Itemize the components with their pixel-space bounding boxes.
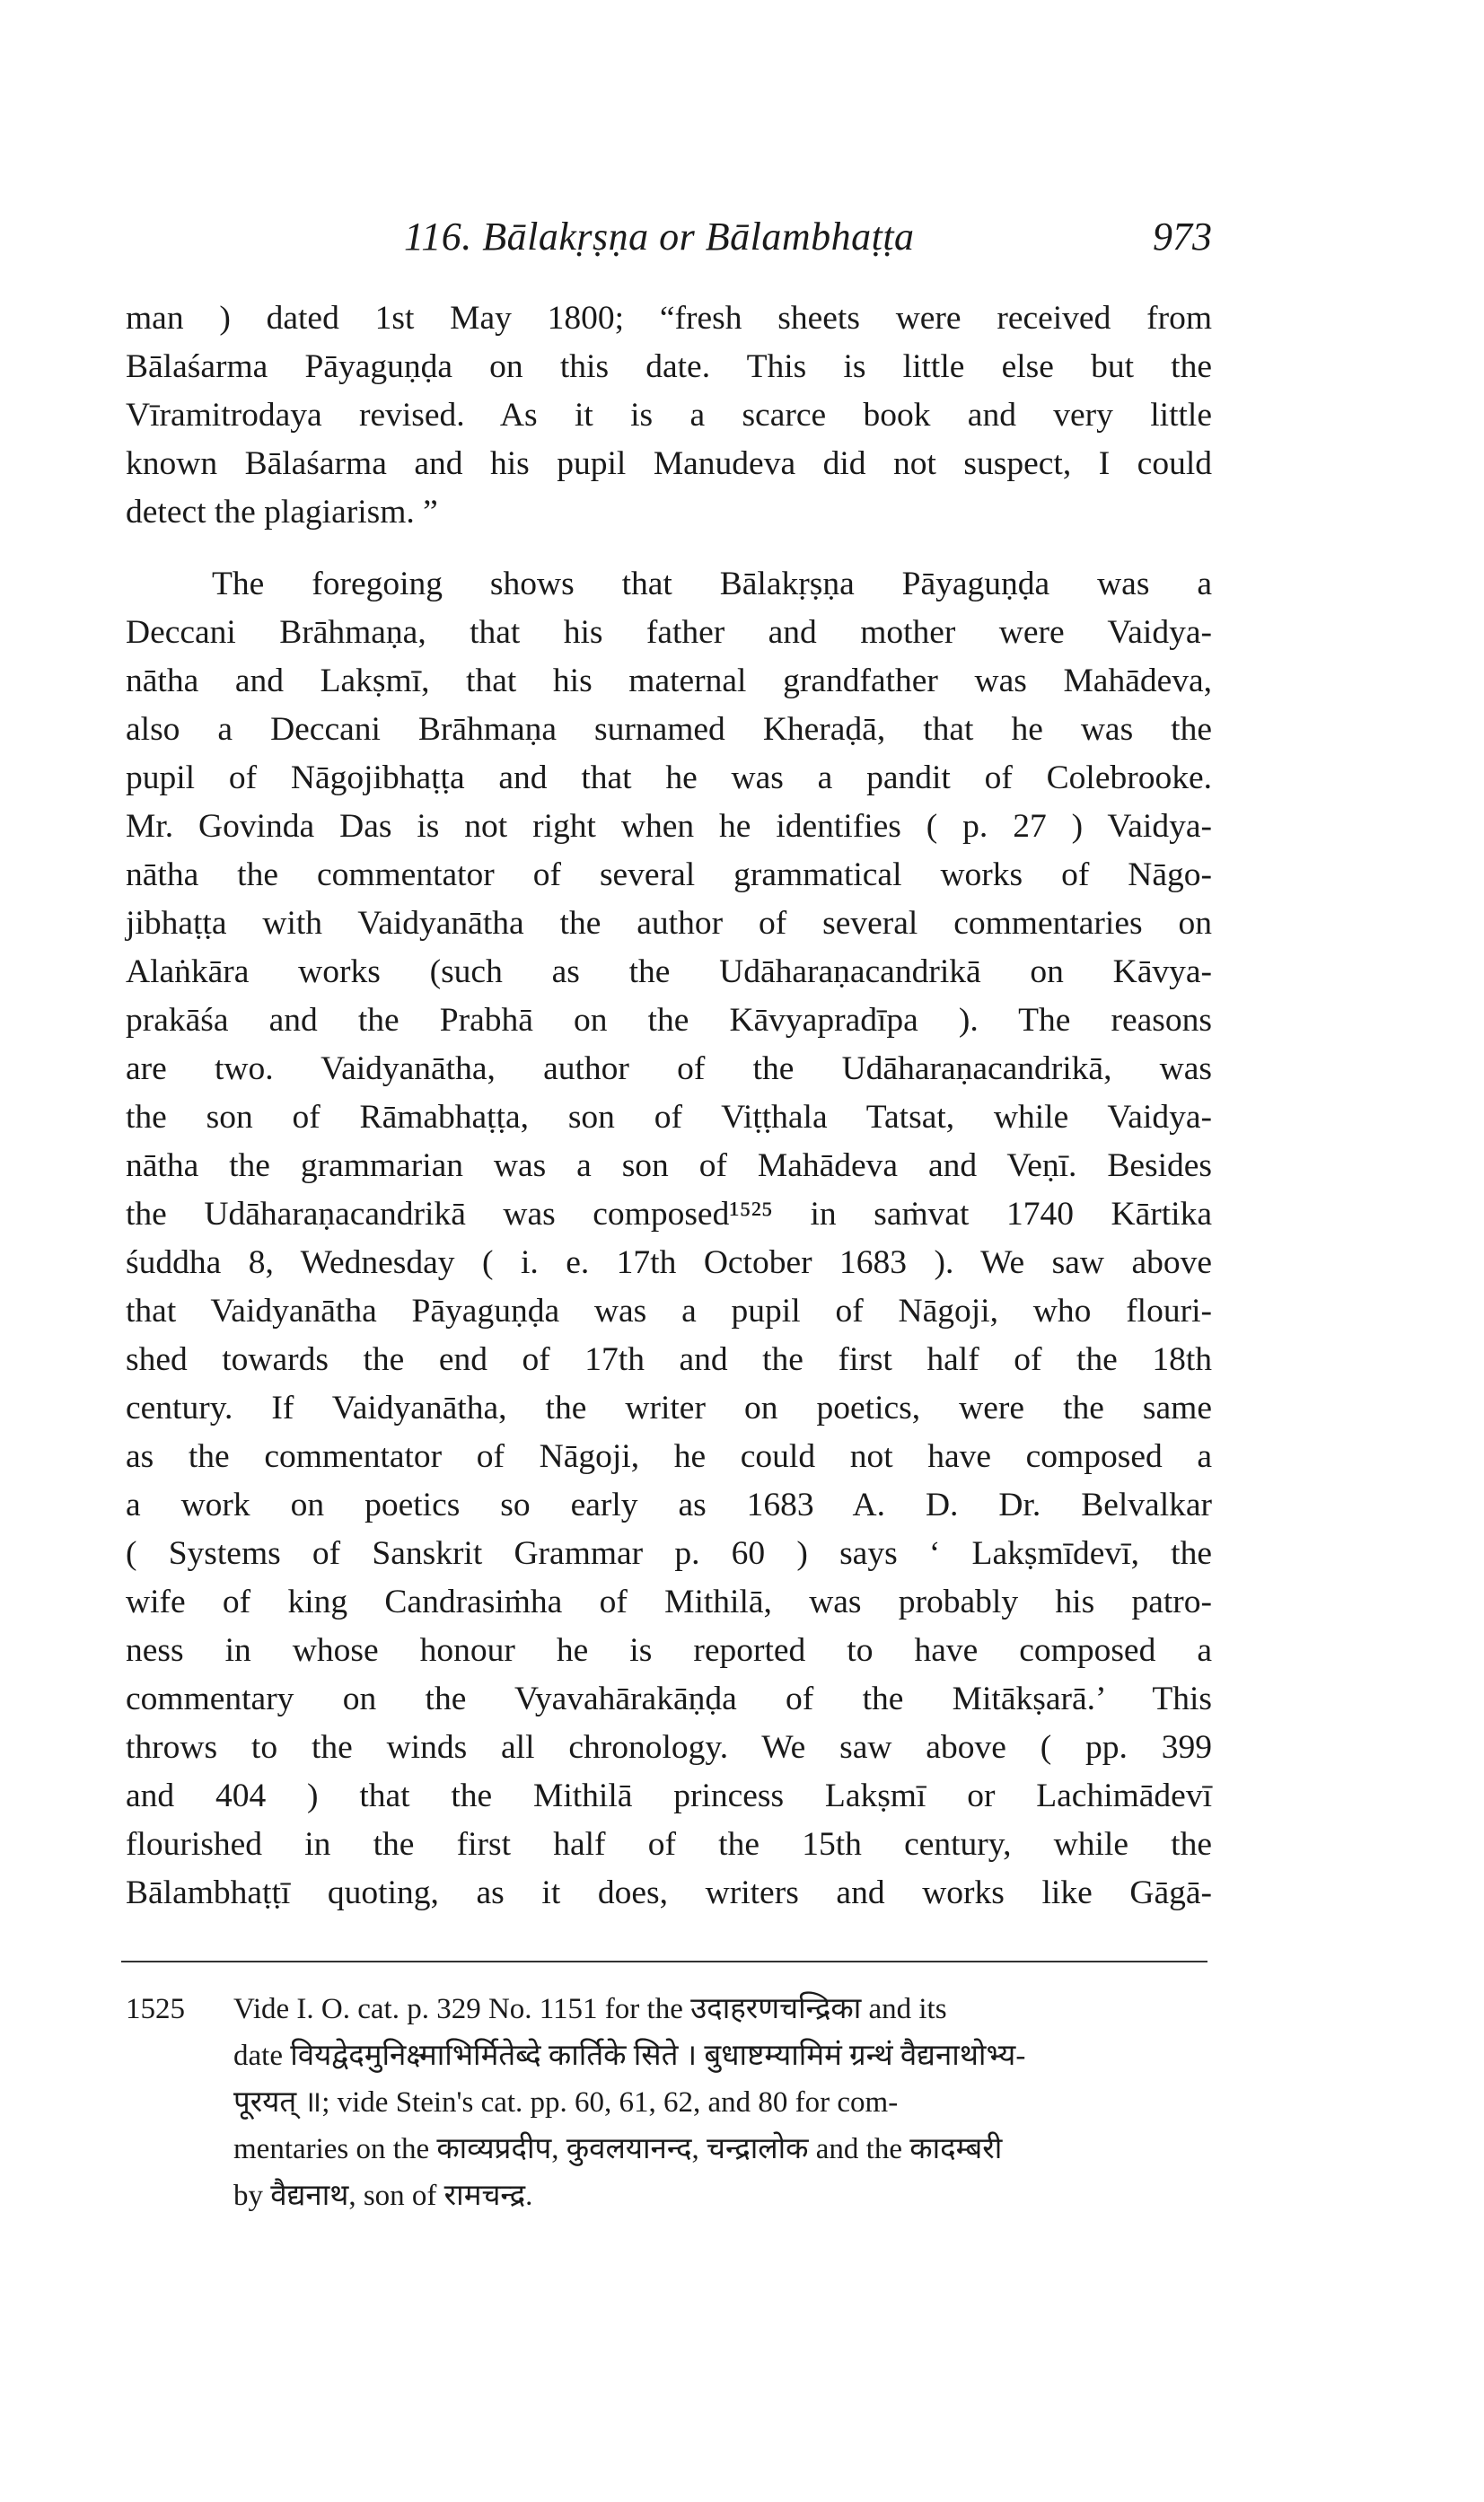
text-line: pupil of Nāgojibhaṭṭa and that he was a pandit of Colebrooke. xyxy=(126,759,1212,796)
text-line: are two. Vaidyanātha, author of the Udāharaṇacandrikā, was xyxy=(126,1050,1212,1087)
paragraph xyxy=(126,294,1212,537)
text-line: a work on poetics so early as 1683 A. D. Dr. Belvalkar xyxy=(126,1487,1212,1523)
footnote-line: date वियद्वेदमुनिक्ष्माभिर्मिते‍ब्दे कार्तिके सिते । बुधाष्टम्यामिमं ग्रन्थं वैद्यनाथोभ्य- xyxy=(233,2040,1026,2072)
text-line: century. If Vaidyanātha, the writer on poetics, were the same xyxy=(126,1390,1212,1427)
text-line: flourished in the first half of the 15th century, while the xyxy=(126,1826,1212,1863)
footnote-line xyxy=(126,1986,1212,2032)
footnote xyxy=(126,1986,1212,2219)
text-line: and 404 ) that the Mithilā princess Lakṣmī or Lachimādevī xyxy=(126,1778,1212,1814)
text-line: commentary on the Vyavahārakāṇḍa of the Mitākṣarā.’ This xyxy=(126,1681,1212,1717)
running-title: 116. Bālakṛṣṇa or Bālambhaṭṭa xyxy=(404,215,915,259)
text-line: that Vaidyanātha Pāyaguṇḍa was a pupil of Nāgoji, who flouri- xyxy=(126,1293,1212,1330)
text-line: Mr. Govinda Das is not right when he identifies ( p. 27 ) Vaidya- xyxy=(126,808,1212,845)
text-line: Bālambhaṭṭī quoting, as it does, writers and works like Gāgā- xyxy=(126,1874,1212,1911)
text-line: The foregoing shows that Bālakṛṣṇa Pāyaguṇḍa was a xyxy=(212,566,1212,602)
text-line: known Bālaśarma and his pupil Manudeva did not suspect, I could xyxy=(126,445,1212,482)
text-line: Deccani Brāhmaṇa, that his father and mother were Vaidya- xyxy=(126,614,1212,651)
text-line: shed towards the end of 17th and the first half of the 18th xyxy=(126,1341,1212,1378)
text-line: detect the plagiarism. ” xyxy=(126,494,438,531)
footnote-divider xyxy=(121,1961,1207,1962)
text-line: the son of Rāmabhaṭṭa, son of Viṭṭhala Tatsat, while Vaidya- xyxy=(126,1099,1212,1136)
text-line: the Udāharaṇacandrikā was composed¹⁵²⁵ in saṁvat 1740 Kārtika xyxy=(126,1196,1212,1233)
text-line: Alaṅkāra works (such as the Udāharaṇacandrikā on Kāvya- xyxy=(126,953,1212,990)
text-line: nātha the grammarian was a son of Mahādeva and Veṇī. Besides xyxy=(126,1147,1212,1184)
page-number: 973 xyxy=(1153,215,1212,259)
footnote-text: Vide I. O. cat. p. 329 No. 1151 for the उदाहरणचन्द्रिका and its xyxy=(233,1993,947,2025)
body-text xyxy=(126,294,1212,1918)
text-line: jibhaṭṭa with Vaidyanātha the author of several commentaries on xyxy=(126,905,1212,942)
footnote-number: 1525 xyxy=(126,1993,185,2025)
page-header xyxy=(126,214,1212,268)
footnote-line: by वैद्यनाथ, son of रामचन्द्र. xyxy=(233,2180,533,2212)
footnotes xyxy=(126,1986,1212,2219)
text-line: wife of king Candrasiṁha of Mithilā, was probably his patro- xyxy=(126,1584,1212,1620)
text-line: throws to the winds all chronology. We saw above ( pp. 399 xyxy=(126,1729,1212,1766)
text-line: as the commentator of Nāgoji, he could not have composed a xyxy=(126,1438,1212,1475)
text-line: ( Systems of Sanskrit Grammar p. 60 ) says ‘ Lakṣmīdevī, the xyxy=(126,1535,1212,1572)
paragraph-gap xyxy=(126,537,1212,560)
footnote-line: पूरयत् ॥; vide Stein's cat. pp. 60, 61, 62, and 80 for com- xyxy=(233,2086,899,2119)
text-line: Vīramitrodaya revised. As it is a scarce book and very little xyxy=(126,397,1212,434)
text-line: man ) dated 1st May 1800; “fresh sheets were received from xyxy=(126,300,1212,337)
text-line: ness in whose honour he is reported to have composed a xyxy=(126,1632,1212,1669)
text-line: prakāśa and the Prabhā on the Kāvyapradīpa ). The reasons xyxy=(126,1002,1212,1039)
text-line: nātha and Lakṣmī, that his maternal grandfather was Mahādeva, xyxy=(126,663,1212,699)
text-line: śuddha 8, Wednesday ( i. e. 17th October 1683 ). We saw above xyxy=(126,1244,1212,1281)
footnote-line: mentaries on the काव्यप्रदीप, कुवलयानन्द, चन्द्रालोक and the कादम्बरी xyxy=(233,2133,1003,2165)
text-line: Bālaśarma Pāyaguṇḍa on this date. This is little else but the xyxy=(126,348,1212,385)
paragraph xyxy=(126,560,1212,1918)
text-line: nātha the commentator of several grammatical works of Nāgo- xyxy=(126,856,1212,893)
text-line: also a Deccani Brāhmaṇa surnamed Kheraḍā, that he was the xyxy=(126,711,1212,748)
